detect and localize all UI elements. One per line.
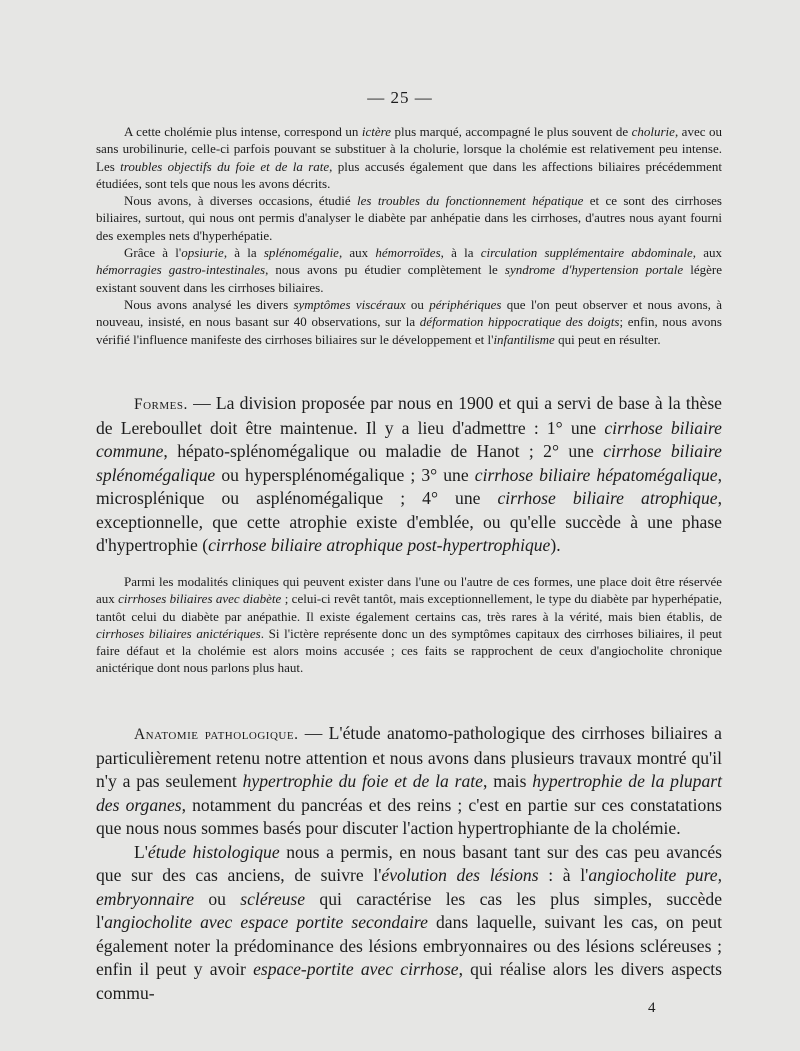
italic-run: hémorroïdes	[375, 245, 441, 261]
italic-run: espace-portite avec cirrhose	[253, 959, 459, 979]
italic-run: cholurie	[631, 124, 675, 139]
text-run: Grâce à l'	[124, 245, 182, 261]
text-run: qui peut en résulter.	[554, 331, 661, 347]
italic-run: infantilisme	[493, 331, 555, 347]
text-run: , aux	[692, 245, 722, 261]
italic-run: opsiurie	[181, 245, 224, 261]
italic-run: cirrhoses biliaires anictériques	[96, 625, 261, 641]
paragraph	[96, 392, 722, 558]
italic-run: splénomégalie	[263, 245, 339, 261]
italic-run: scléreuse	[240, 888, 306, 909]
text-run: Nous avons analysé les divers	[124, 296, 294, 312]
signature-mark: 4	[648, 1000, 656, 1016]
italic-run: cirrhose biliaire atrophique	[497, 488, 718, 508]
text-run: , à la	[223, 245, 264, 261]
text-run: et ce sont des cirrhoses biliaires, surtout, qui nous ont permis d'analyser le diabète par anhépatie dans les cirrhoses, d'autres nous ayant fourni des exemples nets d'hyperhépatie.	[96, 193, 722, 243]
text-run: plus marqué, accompagné le plus souvent de	[390, 124, 632, 139]
text-run: ; celui-ci revêt tantôt, mais exceptionnellement, le type du diabète par hyperhépatie, tantôt celui du diabète par anépathie. Il existe également certains cas, très rares à la vérité, mais bien établis, de	[96, 591, 722, 624]
italic-run: hémorragies gastro-intestinales	[96, 262, 266, 278]
italic-run: cirrhose biliaire commune	[96, 417, 722, 461]
italic-run: les troubles du fonctionnement hépatique	[357, 193, 584, 209]
paragraph	[96, 573, 722, 677]
text-run: : à l'	[538, 865, 589, 885]
text-run: ).	[550, 535, 561, 555]
italic-run: troubles objectifs du foie et de la rate	[120, 158, 330, 174]
paragraph	[96, 192, 722, 244]
text-run: , hépato-splénomégalique ou maladie de Hanot ; 2° une	[163, 441, 604, 461]
section-anatomie-pathologique	[96, 722, 722, 1005]
text-run: ; enfin, nous avons vérifié l'influence manifeste des cirrhoses biliaires sur le développement et l'	[96, 314, 722, 347]
text-run: — La division proposée par nous en 1900 et qui a servi de base à la thèse de Lereboullet doit être maintenue. Il y a lieu d'admettre : 1° une	[96, 393, 722, 438]
paragraph	[96, 296, 722, 348]
text-run: qui caractérise les cas les plus simples, succède l'	[96, 888, 722, 932]
text-run: ou	[194, 888, 241, 909]
text-run: que l'on peut observer et nous avons, à nouveau, insisté, en nous basant sur 40 observations, sur la	[96, 296, 723, 330]
italic-run: cirrhose biliaire hépatomégalique	[474, 464, 718, 485]
text-run: légère existant souvent dans les cirrhoses biliaires.	[96, 262, 722, 295]
section-heading: Anatomie pathologique.	[134, 726, 299, 743]
italic-run: évolution des lésions	[381, 865, 539, 885]
paragraph	[96, 244, 722, 296]
text-run: ou hypersplénomégalique ; 3° une	[215, 464, 475, 485]
italic-run: angiocholite pure, embryonnaire	[96, 865, 722, 909]
text-run: , mais	[482, 771, 533, 791]
section-modalites-cliniques	[96, 573, 722, 677]
italic-run: étude histologique	[147, 841, 280, 862]
italic-run: déformation hippocratique des doigts	[419, 314, 620, 330]
italic-run: hypertrophie du foie et de la rate	[242, 771, 483, 791]
text-run: , plus accusés également que dans les affections biliaires précédemment étudiées, sont tels que nous les avons décrits.	[96, 158, 723, 191]
italic-run: hypertrophie de la plupart des organes	[96, 771, 722, 815]
text-run: , microsplénique ou asplénomégalique ; 4° une	[96, 464, 722, 508]
paragraph	[96, 123, 722, 192]
text-run: , à la	[440, 245, 481, 261]
text-run: Nous avons, à diverses occasions, étudié	[124, 193, 358, 209]
text-run: . Si l'ictère représente donc un des symptômes capitaux des cirrhoses biliaires, il peut faire défaut et la cholémie est alors moins accusée ; ces faits se rapprochent de ceux d'angiocholite chronique anictérique dont nous parlons plus haut.	[96, 625, 722, 676]
italic-run: cirrhose biliaire atrophique post-hypertrophique	[208, 535, 551, 555]
text-run: , exceptionnelle, que cette atrophie existe d'emblée, ou qu'elle succède à une phase d'hypertrophie (	[96, 488, 722, 555]
italic-run: circulation supplémentaire abdominale	[480, 245, 693, 261]
italic-run: syndrome d'hypertension portale	[504, 262, 684, 278]
section-formes	[96, 392, 722, 558]
section-heading: Formes.	[134, 396, 188, 413]
text-run: Parmi les modalités cliniques qui peuvent exister dans l'une ou l'autre de ces formes, une place doit être réservée aux	[96, 574, 722, 607]
paragraph	[96, 722, 722, 841]
text-run: ou	[405, 296, 430, 312]
italic-run: périphériques	[429, 296, 502, 312]
text-run: dans laquelle, suivant les cas, on peut également noter la prédominance des lésions embryonnaires ou des lésions scléreuses ; enfin il peut y avoir	[96, 912, 722, 979]
text-run: , notamment du pancréas et des reins ; c'est en partie sur ces constatations que nous nous sommes basés pour discuter l'action hypertrophiante de la cholémie.	[96, 794, 723, 838]
text-run: — L'étude anatomo-pathologique des cirrhoses biliaires a particulièrement retenu notre attention et nous avons dans plusieurs travaux montré qu'il n'y a pas seulement	[96, 723, 722, 791]
page-number: — 25 —	[367, 88, 433, 107]
paragraph	[96, 841, 722, 1006]
text-run: A cette cholémie plus intense, correspond un	[124, 124, 362, 139]
text-run: , qui réalise alors les divers aspects commu-	[96, 959, 723, 1003]
italic-run: symptômes viscéraux	[293, 296, 406, 312]
text-run: , avec ou sans urobilinurie, celle-ci parfois pouvant se substituer à la cholurie, lorsque la cholémie est relativement peu intense. Les	[96, 124, 722, 174]
italic-run: cirrhoses biliaires avec diabète	[118, 591, 282, 607]
italic-run: ictère	[361, 124, 391, 139]
italic-run: angiocholite avec espace portite secondaire	[104, 912, 428, 932]
section-cholemie	[96, 123, 722, 348]
text-run: , nous avons pu étudier complètement le	[265, 262, 505, 278]
text-run: L'	[134, 841, 148, 862]
text-run: , aux	[338, 245, 376, 261]
text-run: nous a permis, en nous basant tant sur des cas peu avancés que sur des cas anciens, de suivre l'	[96, 841, 722, 885]
italic-run: cirrhose biliaire splénomégalique	[96, 441, 722, 485]
